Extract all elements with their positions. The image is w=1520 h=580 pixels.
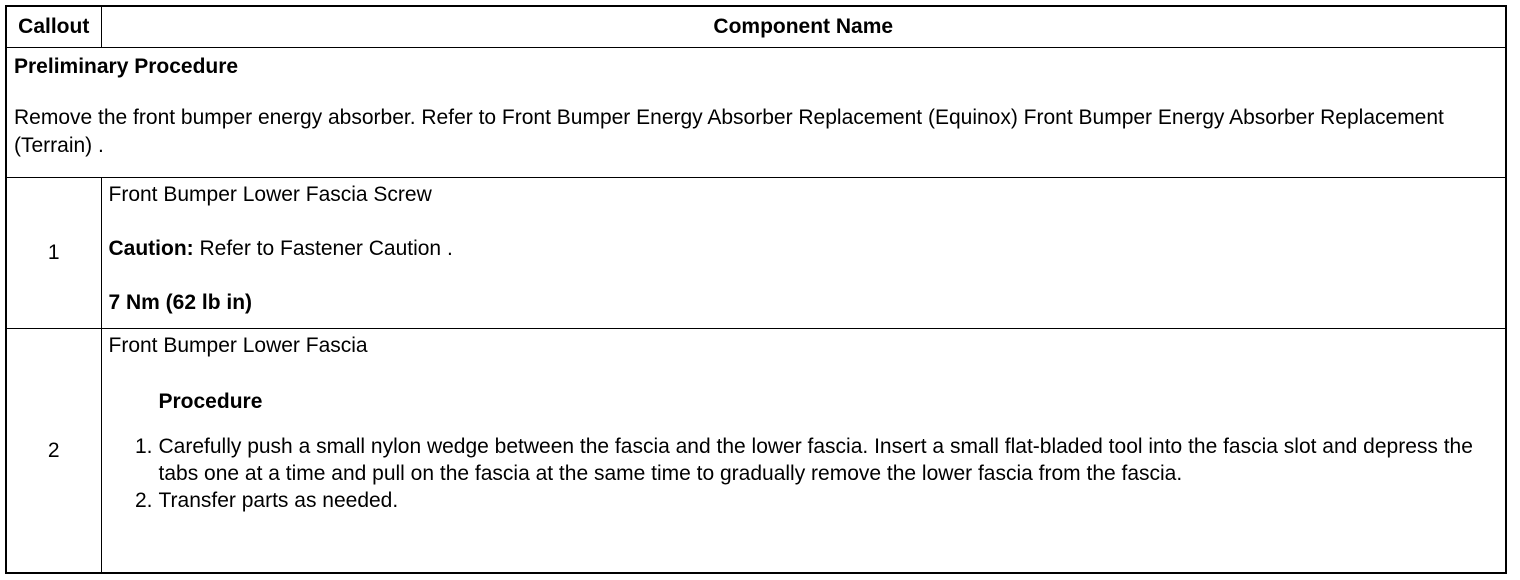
caution-label: Caution:: [108, 237, 194, 260]
step-number: 1.: [134, 435, 153, 458]
callout-header: Callout: [6, 6, 101, 48]
callout-number: 2: [6, 329, 101, 574]
table-row: [6, 178, 1506, 329]
caution-line: [109, 236, 1499, 262]
component-name-header: Component Name: [101, 6, 1506, 48]
torque-spec: 7 Nm (62 lb in): [108, 291, 253, 314]
procedure-title: Procedure: [158, 390, 263, 413]
preliminary-row: [6, 48, 1506, 178]
step-text: Transfer parts as needed.: [158, 489, 399, 512]
callout-number: 1: [6, 178, 101, 329]
procedure-table: [5, 5, 1507, 574]
step-text: Carefully push a small nylon wedge between the fascia and the lower fascia. Insert a small flat-bladed tool into the fascia slot and depress the tabs one at a time and pull on the fascia at the same time to gradually remove the lower fascia from the fascia.: [158, 435, 1473, 485]
header-row: [6, 6, 1506, 48]
preliminary-title: Preliminary Procedure: [14, 55, 239, 78]
procedure-steps: [134, 433, 1491, 514]
component-cell: [101, 178, 1506, 329]
table-row: [6, 329, 1506, 574]
list-item: [134, 433, 1491, 487]
list-item: [134, 487, 1491, 514]
caution-text: Refer to Fastener Caution .: [193, 237, 453, 260]
component-name: Front Bumper Lower Fascia: [108, 334, 368, 357]
preliminary-text: Remove the front bumper energy absorber. Refer to Front Bumper Energy Absorber Replacement (Equinox) Front Bumper Energy Absorber Replacement (Terrain) .: [14, 106, 1444, 157]
component-cell: [101, 329, 1506, 574]
component-name: Front Bumper Lower Fascia Screw: [108, 183, 432, 206]
preliminary-cell: [6, 48, 1506, 178]
step-number: 2.: [134, 489, 153, 512]
